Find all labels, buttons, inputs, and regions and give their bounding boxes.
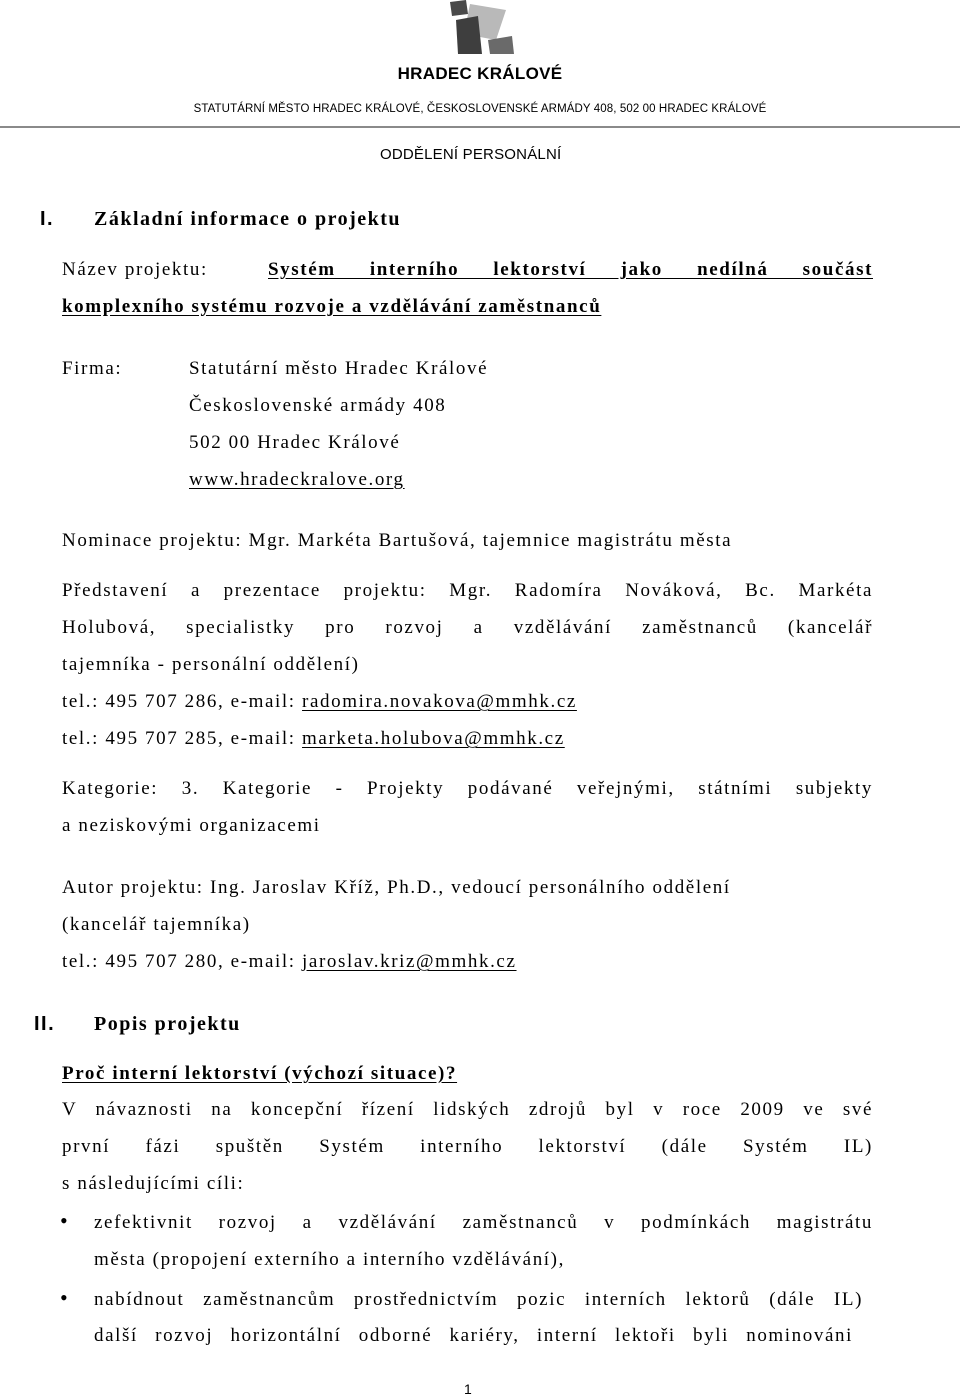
bullet-dot: • (60, 1285, 68, 1310)
project-name-line-2: komplexního systému rozvoje a vzdělávání zaměstnanců (62, 296, 602, 317)
project-name-line-1: Systém interního lektorství jako nedílná součást (268, 259, 873, 280)
firm-line: Statutární město Hradec Králové (189, 358, 489, 379)
logo-shape-dark-top (450, 0, 468, 16)
section-2-subtitle: Proč interní lektorství (výchozí situace)? (62, 1063, 458, 1084)
intro-line: s následujícími cíli: (62, 1173, 245, 1194)
contact-1-email-link[interactable]: radomira.novakova@mmhk.cz (302, 691, 577, 712)
firm-line: Československé armády 408 (189, 395, 447, 416)
city-logo (448, 0, 518, 60)
section-1-title: Základní informace o projektu (94, 208, 402, 230)
firm-label: Firma: (62, 358, 123, 379)
page-number: 1 (464, 1381, 472, 1397)
project-name-label: Název projektu: (62, 259, 208, 280)
category-line: a neziskovými organizacemi (62, 815, 321, 836)
contact-2-phone: tel.: 495 707 285, e-mail: (62, 728, 303, 749)
presentation-line: Představení a prezentace projektu: Mgr. Radomíra Nováková, Bc. Markéta (62, 580, 873, 601)
author-line: Autor projektu: Ing. Jaroslav Kříž, Ph.D., vedoucí personálního oddělení (62, 877, 731, 898)
section-2-number: II. (34, 1013, 56, 1035)
header-divider (0, 126, 960, 128)
department-name: ODDĚLENÍ PERSONÁLNÍ (380, 146, 562, 163)
bullet-2-line-2: další rozvoj horizontální odborné kariéry, interní lektoři byli nominováni (94, 1325, 853, 1346)
bullet-1-line-2: města (propojení externího a interního vzdělávání), (94, 1249, 565, 1270)
intro-line: V návaznosti na koncepční řízení lidských zdrojů byl v roce 2009 ve své (62, 1099, 873, 1120)
presentation-line: tajemníka - personální oddělení) (62, 654, 360, 675)
category-line: Kategorie: 3. Kategorie - Projekty podávané veřejnými, státními subjekty (62, 778, 873, 799)
bullet-dot: • (60, 1208, 68, 1233)
author-line: (kancelář tajemníka) (62, 914, 251, 935)
author-contact-line (62, 951, 517, 973)
contact-line-2 (62, 728, 565, 750)
contact-1-phone: tel.: 495 707 286, e-mail: (62, 691, 303, 712)
section-1-number: I. (40, 208, 55, 230)
project-nomination: Nominace projektu: Mgr. Markéta Bartušová, tajemnice magistrátu města (62, 530, 733, 551)
author-email-link[interactable]: jaroslav.kriz@mmhk.cz (302, 951, 517, 972)
city-name: HRADEC KRÁLOVÉ (397, 64, 563, 83)
bullet-1-line-1: zefektivnit rozvoj a vzdělávání zaměstnanců v podmínkách magistrátu (94, 1212, 873, 1233)
author-phone: tel.: 495 707 280, e-mail: (62, 951, 303, 972)
logo-shape-dark-main (456, 16, 482, 54)
contact-line-1 (62, 691, 577, 713)
section-2-title: Popis projektu (94, 1013, 241, 1035)
presentation-line: Holubová, specialistky pro rozvoj a vzdělávání zaměstnanců (kancelář (62, 617, 873, 638)
intro-line: první fázi spuštěn Systém interního lektorství (dále Systém IL) (62, 1136, 873, 1157)
firm-website-link[interactable]: www.hradeckralove.org (189, 469, 405, 490)
address-line: STATUTÁRNÍ MĚSTO HRADEC KRÁLOVÉ, ČESKOSLOVENSKÉ ARMÁDY 408, 502 00 HRADEC KRÁLOVÉ (193, 103, 767, 115)
contact-2-email-link[interactable]: marketa.holubova@mmhk.cz (302, 728, 565, 749)
firm-line: 502 00 Hradec Králové (189, 432, 401, 453)
bullet-2-line-1: nabídnout zaměstnancům prostřednictvím pozic interních lektorů (dále IL) (94, 1289, 863, 1310)
